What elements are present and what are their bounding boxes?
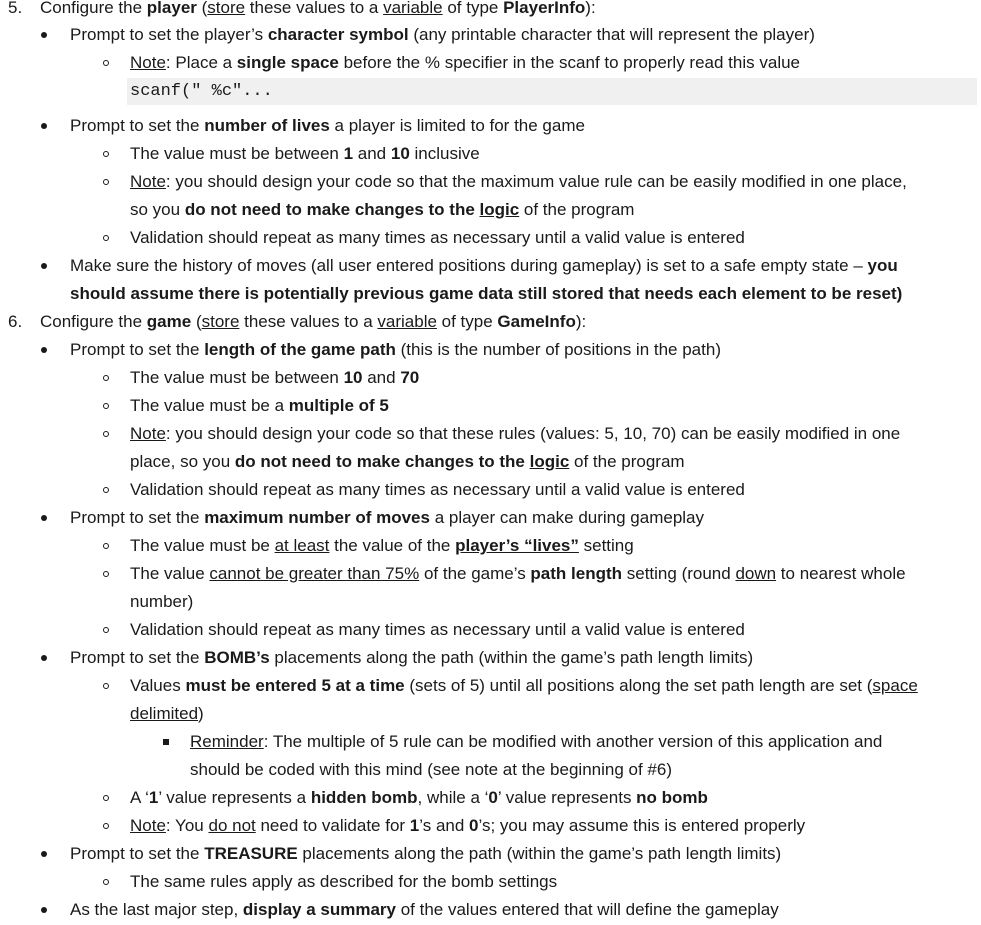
circle-bullet-icon [103,543,109,549]
bombs-validation-note: Note: You do not need to validate for 1’s and 0’s; you may assume this is entered properly [130,816,806,835]
circle-bullet-icon [103,375,109,381]
lives-validation-rule: Validation should repeat as many times as necessary until a valid value is entered [130,228,745,247]
circle-bullet-icon [103,60,109,66]
bombs-value-meaning: A ‘1’ value represents a hidden bomb, while a ‘0’ value represents no bomb [130,788,708,807]
length-note-line-1: Note: you should design your code so that these rules (values: 5, 10, 70) can be easily modified in one [130,424,901,443]
bullet-icon [41,263,47,269]
moves-max-rule-line-2: number) [130,592,194,611]
bullet-icon [41,515,47,521]
symbol-prompt: Prompt to set the player’s character symbol (any printable character that will represent the player) [70,25,815,44]
bullet-icon [41,655,47,661]
circle-bullet-icon [103,431,109,437]
step-5-heading: Configure the player (store these values to a variable of type PlayerInfo): [40,0,596,17]
length-range-rule: The value must be between 10 and 70 [130,368,420,387]
circle-bullet-icon [103,487,109,493]
bombs-entry-rule-line-2: delimited) [130,704,204,723]
step-number: 5. [8,0,23,17]
moves-prompt: Prompt to set the maximum number of moves a player can make during gameplay [70,508,705,527]
bullet-icon [41,347,47,353]
square-bullet-icon [163,739,169,745]
scanf-code-snippet: scanf(" %c"... [127,78,977,105]
treasure-rule: The same rules apply as described for the bomb settings [130,872,558,891]
lives-prompt: Prompt to set the number of lives a player is limited to for the game [70,116,585,135]
bullet-icon [41,32,47,38]
lives-note-line-2: so you do not need to make changes to the logic of the program [130,200,635,219]
circle-bullet-icon [103,879,109,885]
circle-bullet-icon [103,627,109,633]
treasure-prompt: Prompt to set the TREASURE placements along the path (within the game’s path length limits) [70,844,782,863]
length-validation-rule: Validation should repeat as many times as necessary until a valid value is entered [130,480,745,499]
history-line-1: Make sure the history of moves (all user entered positions during gameplay) is set to a safe empty state – you [70,256,898,275]
length-multiple-rule: The value must be a multiple of 5 [130,396,389,415]
bombs-prompt: Prompt to set the BOMB’s placements along the path (within the game’s path length limits) [70,648,754,667]
length-note-line-2: place, so you do not need to make changes to the logic of the program [130,452,685,471]
lives-range-rule: The value must be between 1 and 10 inclusive [130,144,480,163]
circle-bullet-icon [103,823,109,829]
circle-bullet-icon [103,795,109,801]
symbol-note: Note: Place a single space before the % specifier in the scanf to properly read this value [130,53,801,72]
bullet-icon [41,123,47,129]
bullet-icon [41,851,47,857]
circle-bullet-icon [103,151,109,157]
moves-min-rule: The value must be at least the value of the player’s “lives” setting [130,536,634,555]
summary-step: As the last major step, display a summary of the values entered that will define the gameplay [70,900,779,919]
moves-validation-rule: Validation should repeat as many times as necessary until a valid value is entered [130,620,745,639]
bombs-reminder-line-1: Reminder: The multiple of 5 rule can be modified with another version of this application and [190,732,883,751]
bullet-icon [41,907,47,913]
bombs-reminder-line-2: should be coded with this mind (see note at the beginning of #6) [190,760,672,779]
circle-bullet-icon [103,235,109,241]
lives-note-line-1: Note: you should design your code so that the maximum value rule can be easily modified in one place, [130,172,907,191]
bombs-entry-rule-line-1: Values must be entered 5 at a time (sets of 5) until all positions along the set path length are set (space [130,676,918,695]
circle-bullet-icon [103,179,109,185]
history-line-2: should assume there is potentially previous game data still stored that needs each element to be reset) [70,284,903,303]
step-number: 6. [8,312,23,331]
step-6-heading: Configure the game (store these values to a variable of type GameInfo): [40,312,587,331]
circle-bullet-icon [103,683,109,689]
circle-bullet-icon [103,571,109,577]
moves-max-rule-line-1: The value cannot be greater than 75% of the game’s path length setting (round down to nearest whole [130,564,906,583]
length-prompt: Prompt to set the length of the game path (this is the number of positions in the path) [70,340,721,359]
circle-bullet-icon [103,403,109,409]
